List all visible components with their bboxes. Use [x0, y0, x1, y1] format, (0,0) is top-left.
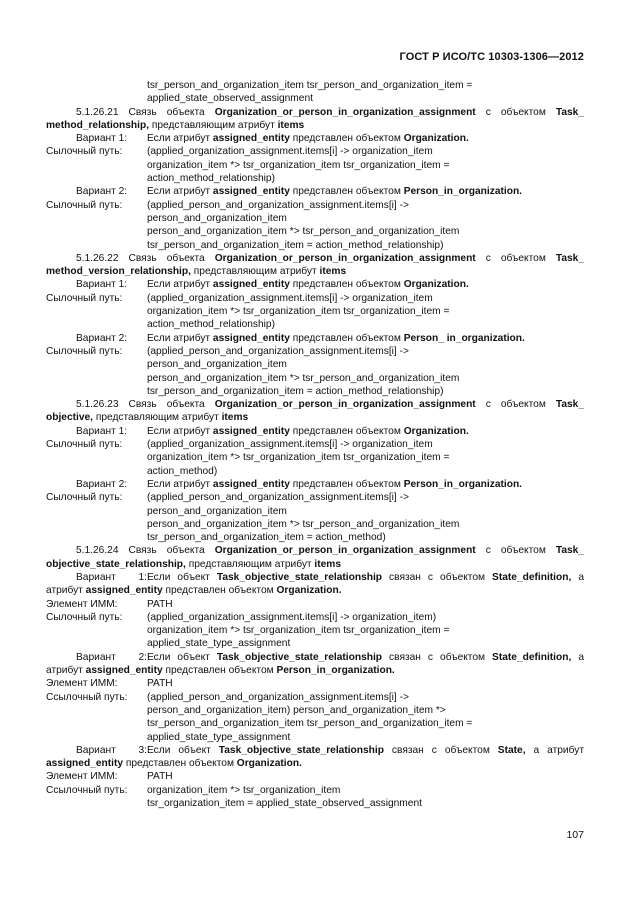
- path-line: Сылочный путь: (applied_person_and_organization_assignment.items[i] ->: [46, 345, 409, 357]
- path-line: tsr_person_and_organization_item = action_method): [147, 532, 386, 544]
- path-line: tsr_person_and_organization_item = action_method_relationship): [147, 239, 444, 251]
- path-line: tsr_person_and_organization_item tsr_person_and_organization_item =: [147, 718, 473, 730]
- section-heading-cont: objective, представляющим атрибут items: [46, 412, 249, 424]
- path-line: organization_item *> tsr_organization_item tsr_organization_item =: [147, 625, 450, 637]
- text-line: applied_state_observed_assignment: [147, 93, 313, 105]
- path-line: applied_state_type_assignment: [147, 638, 291, 650]
- imm-line: Элемент ИММ: PATH: [46, 598, 173, 610]
- path-line: tsr_person_and_organization_item = action_method_relationship): [147, 385, 444, 397]
- path-line: Сылочный путь: (applied_organization_assignment.items[i] -> organization_item: [46, 146, 433, 158]
- variant-line: Вариант 2:Если объект Task_objective_state_relationship связан с объектом State_definition, а: [76, 651, 584, 663]
- path-line: Сылочный путь: (applied_person_and_organization_assignment.items[i] ->: [46, 199, 409, 211]
- section-heading-cont: method_relationship, представляющим атрибут items: [46, 119, 305, 131]
- variant-line: Вариант 1: Если атрибут assigned_entity представлен объектом Organization.: [76, 425, 469, 437]
- section-heading-cont: objective_state_relationship, представляющим атрибут items: [46, 558, 342, 570]
- path-line: action_method): [147, 465, 218, 477]
- variant-line: Вариант 2: Если атрибут assigned_entity представлен объектом Person_in_organization.: [76, 186, 522, 198]
- path-line: person_and_organization_item *> tsr_person_and_organization_item: [147, 372, 460, 384]
- path-line: Сылочный путь: (applied_organization_assignment.items[i] -> organization_item): [46, 611, 437, 623]
- path-line: organization_item *> tsr_organization_item tsr_organization_item =: [147, 452, 450, 464]
- section-heading: 5.1.26.24 Связь объекта Organization_or_person_in_organization_assignment с объектом Task_: [76, 545, 584, 557]
- page-content: [46, 79, 584, 810]
- path-line: person_and_organization_item: [147, 212, 287, 224]
- path-line: tsr_organization_item = applied_state_observed_assignment: [147, 798, 422, 810]
- variant-line: Вариант 3:Если объект Task_objective_state_relationship связан с объектом State, а атрибут: [76, 744, 584, 756]
- path-line: Ссылочный путь: organization_item *> tsr_organization_item: [46, 784, 341, 796]
- text-line: tsr_person_and_organization_item tsr_person_and_organization_item =: [147, 80, 473, 91]
- path-line: person_and_organization_item *> tsr_person_and_organization_item: [147, 226, 460, 238]
- path-line: person_and_organization_item *> tsr_person_and_organization_item: [147, 518, 460, 530]
- imm-line: Элемент ИММ: PATH: [46, 771, 173, 783]
- path-line: action_method_relationship): [147, 319, 275, 331]
- path-line: Сылочный путь: (applied_organization_assignment.items[i] -> organization_item: [46, 439, 433, 451]
- page-number: 107: [566, 829, 584, 841]
- path-line: person_and_organization_item: [147, 359, 287, 371]
- standard-header: ГОСТ Р ИСО/ТС 10303-1306—2012: [399, 51, 584, 63]
- path-line: organization_item *> tsr_organization_item tsr_organization_item =: [147, 159, 450, 171]
- path-line: applied_state_type_assignment: [147, 731, 291, 743]
- path-line: person_and_organization_item: [147, 505, 287, 517]
- variant-line-cont: assigned_entity представлен объектом Organization.: [46, 758, 302, 770]
- section-heading: 5.1.26.23 Связь объекта Organization_or_person_in_organization_assignment с объектом Task_: [76, 399, 584, 411]
- path-line: person_and_organization_item) person_and_organization_item *>: [147, 704, 446, 716]
- imm-line: Элемент ИММ: PATH: [46, 678, 173, 690]
- variant-line: Вариант 2: Если атрибут assigned_entity представлен объектом Person_in_organization.: [76, 478, 522, 490]
- path-line: Сылочный путь: (applied_organization_assignment.items[i] -> organization_item: [46, 292, 433, 304]
- variant-line: Вариант 2: Если атрибут assigned_entity представлен объектом Person_ in_organization.: [76, 332, 525, 344]
- path-line: organization_item *> tsr_organization_item tsr_organization_item =: [147, 306, 450, 318]
- variant-line: Вариант 1: Если атрибут assigned_entity представлен объектом Organization.: [76, 133, 469, 145]
- section-heading: 5.1.26.22 Связь объекта Organization_or_person_in_organization_assignment с объектом Task_: [76, 252, 584, 264]
- variant-line-cont: атрибут assigned_entity представлен объектом Person_in_organization.: [46, 665, 395, 677]
- section-heading: 5.1.26.21 Связь объекта Organization_or_person_in_organization_assignment с объектом Task_: [76, 106, 584, 118]
- path-line: action_method_relationship): [147, 173, 275, 185]
- section-heading-cont: method_version_relationship, представляющим атрибут items: [46, 266, 347, 278]
- path-line: Ссылочный путь: (applied_person_and_organization_assignment.items[i] ->: [46, 691, 409, 703]
- path-line: Сылочный путь: (applied_person_and_organization_assignment.items[i] ->: [46, 492, 409, 504]
- variant-line: Вариант 1: Если атрибут assigned_entity представлен объектом Organization.: [76, 279, 469, 291]
- variant-line: Вариант 1:Если объект Task_objective_state_relationship связан с объектом State_definition, а: [76, 571, 584, 583]
- variant-line-cont: атрибут assigned_entity представлен объектом Organization.: [46, 585, 342, 597]
